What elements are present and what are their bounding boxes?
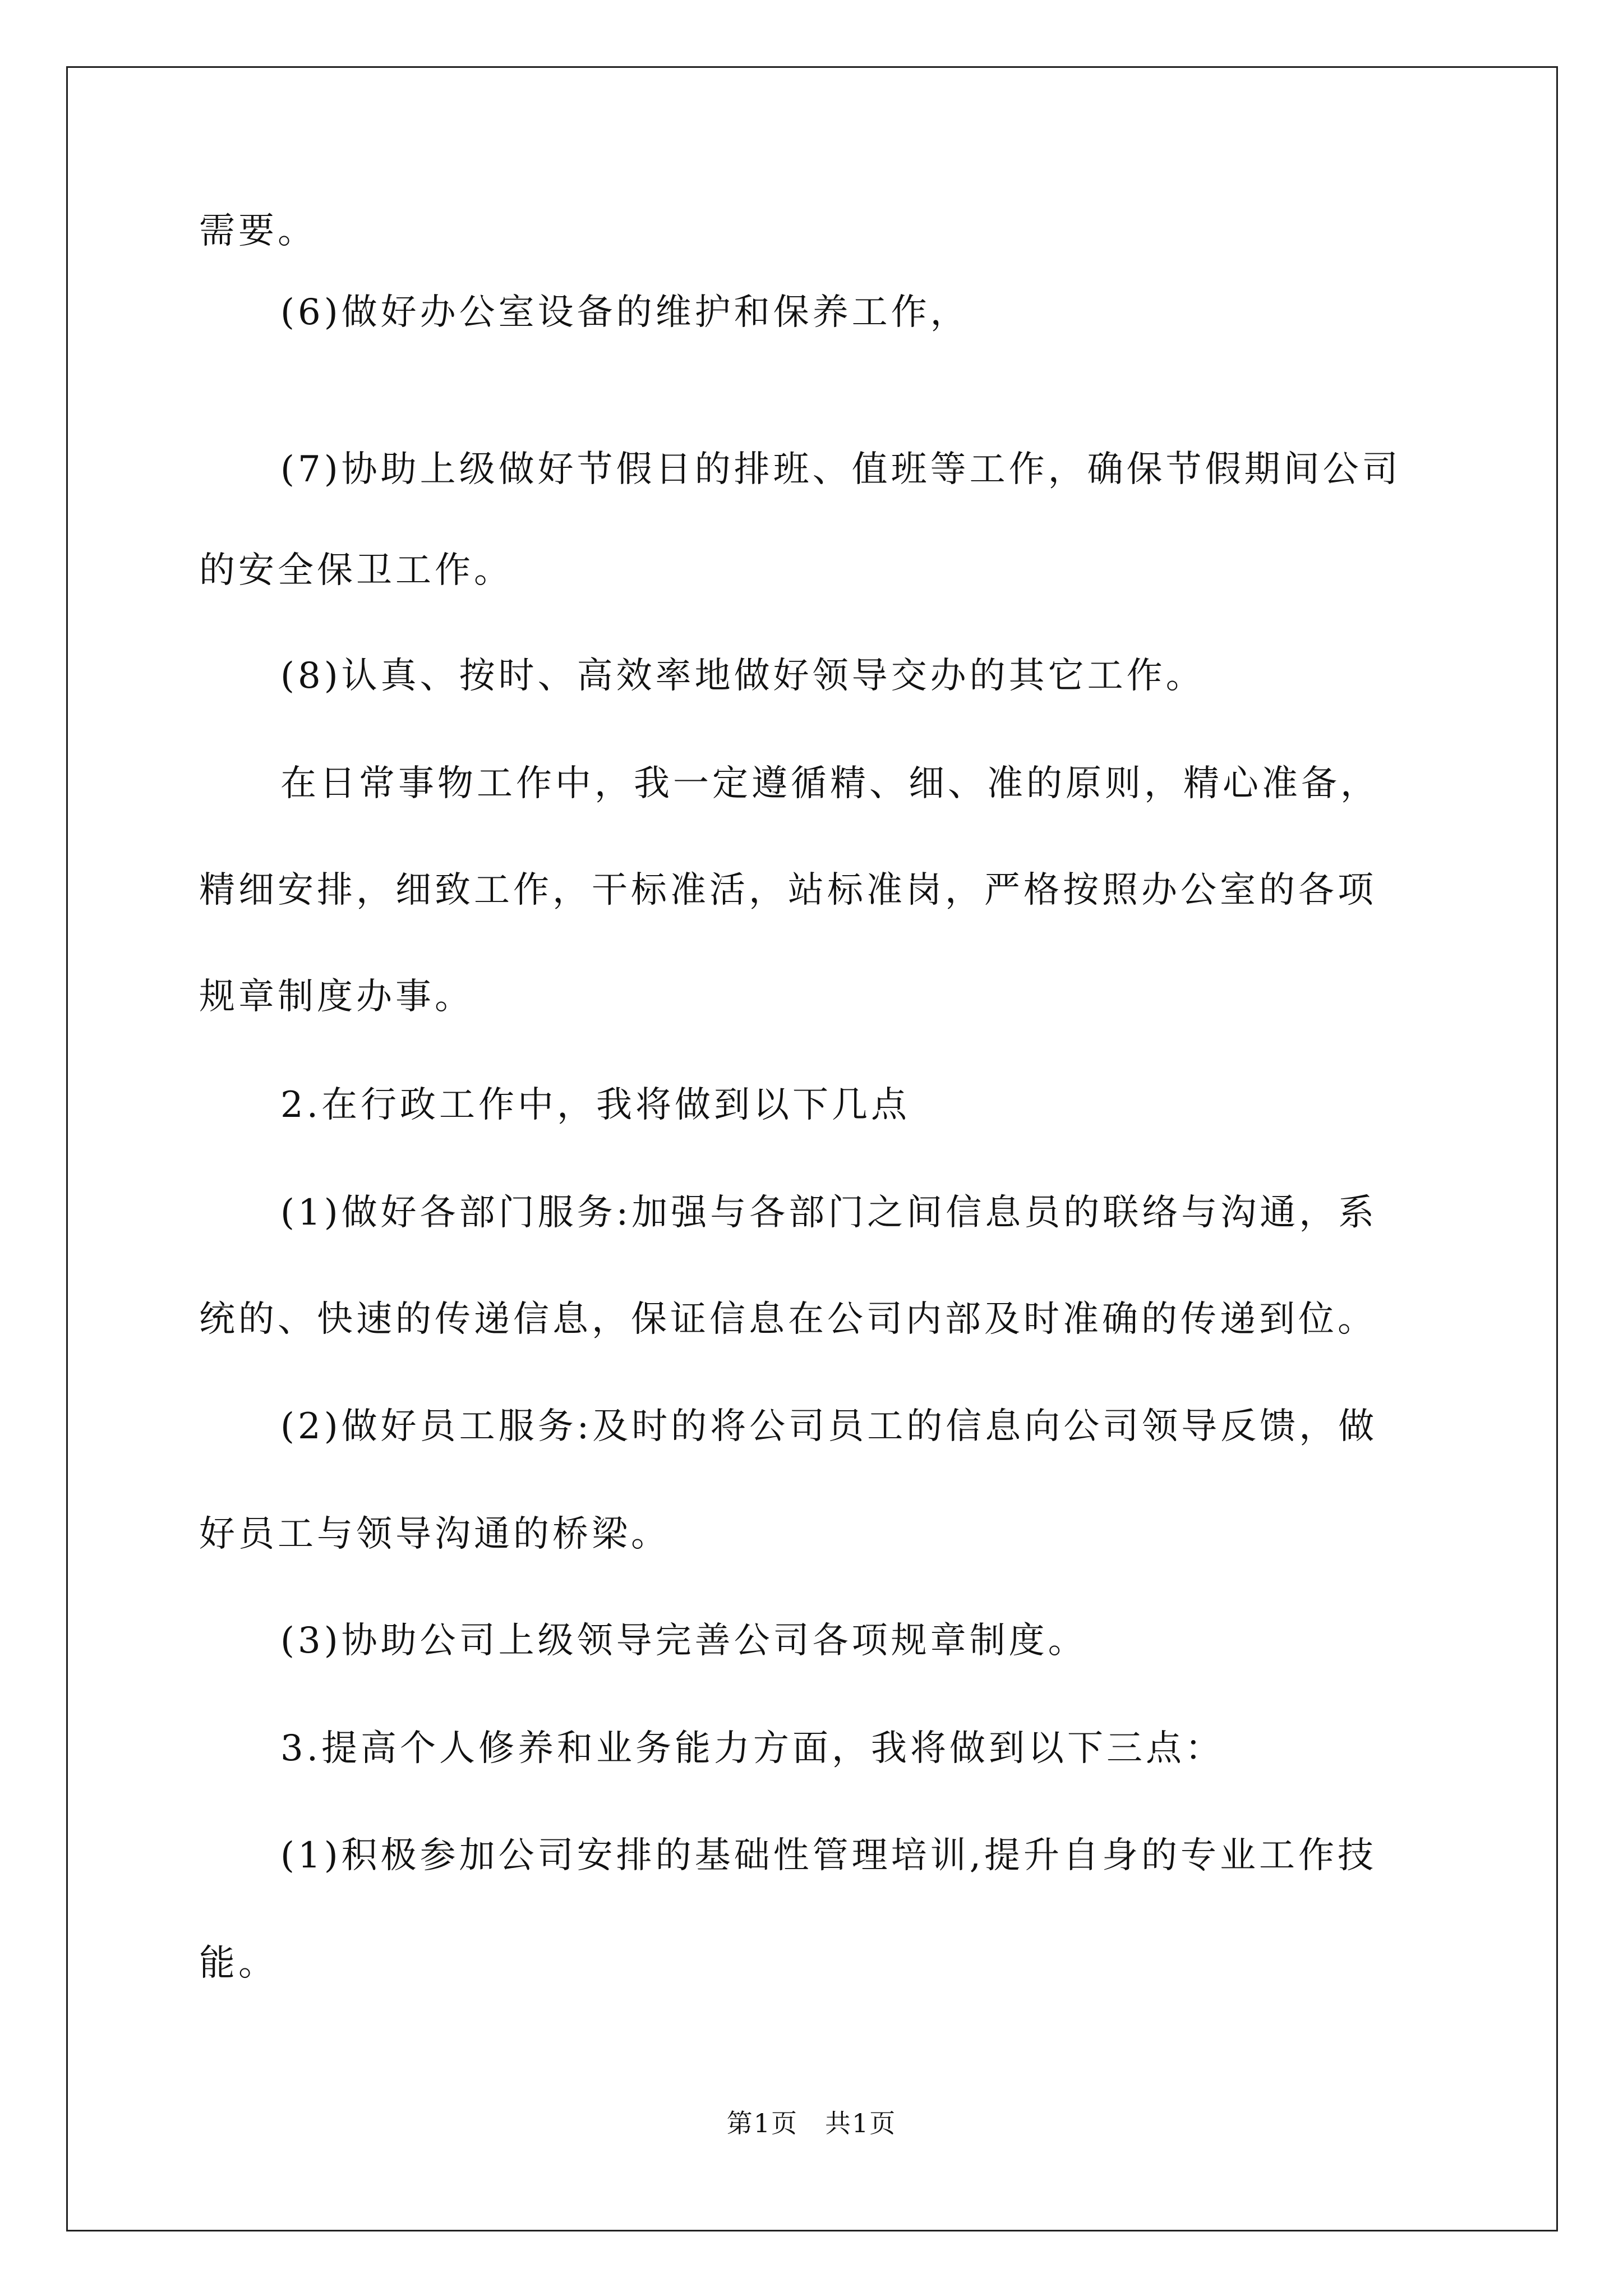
page-frame — [66, 66, 1558, 2231]
text-line-5: (8)认真、按时、高效率地做好领导交办的其它工作。 — [280, 655, 1205, 697]
text-line-9: 2.在行政工作中，我将做到以下几点 — [280, 1084, 911, 1126]
text-line-6: 在日常事物工作中，我一定遵循精、细、准的原则，精心准备， — [280, 763, 1380, 804]
text-line-7: 精细安排，细致工作，干标准活，站标准岗，严格按照办公室的各项 — [199, 869, 1377, 911]
text-line-2: (6)做好办公室设备的维护和保养工作， — [280, 292, 970, 333]
text-line-13: 好员工与领导沟通的桥梁。 — [199, 1513, 670, 1555]
text-line-3: (7)协助上级做好节假日的排班、值班等工作，确保节假期间公司 — [280, 449, 1401, 490]
page-footer: 第1页 共1页 — [726, 2108, 897, 2138]
text-line-11: 统的、快速的传递信息，保证信息在公司内部及时准确的传递到位。 — [199, 1299, 1377, 1340]
text-line-15: 3.提高个人修养和业务能力方面，我将做到以下三点： — [280, 1728, 1225, 1769]
text-line-1: 需要。 — [199, 210, 317, 252]
text-line-16: (1)积极参加公司安排的基础性管理培训,提升自身的专业工作技 — [280, 1835, 1377, 1876]
text-line-8: 规章制度办事。 — [199, 976, 474, 1018]
text-line-10: (1)做好各部门服务:加强与各部门之间信息员的联络与沟通，系 — [280, 1192, 1378, 1234]
text-line-14: (3)协助公司上级领导完善公司各项规章制度。 — [280, 1620, 1087, 1662]
text-line-12: (2)做好员工服务:及时的将公司员工的信息向公司领导反馈，做 — [280, 1406, 1378, 1447]
text-line-17: 能。 — [199, 1943, 278, 1984]
text-line-4: 的安全保卫工作。 — [199, 550, 513, 591]
